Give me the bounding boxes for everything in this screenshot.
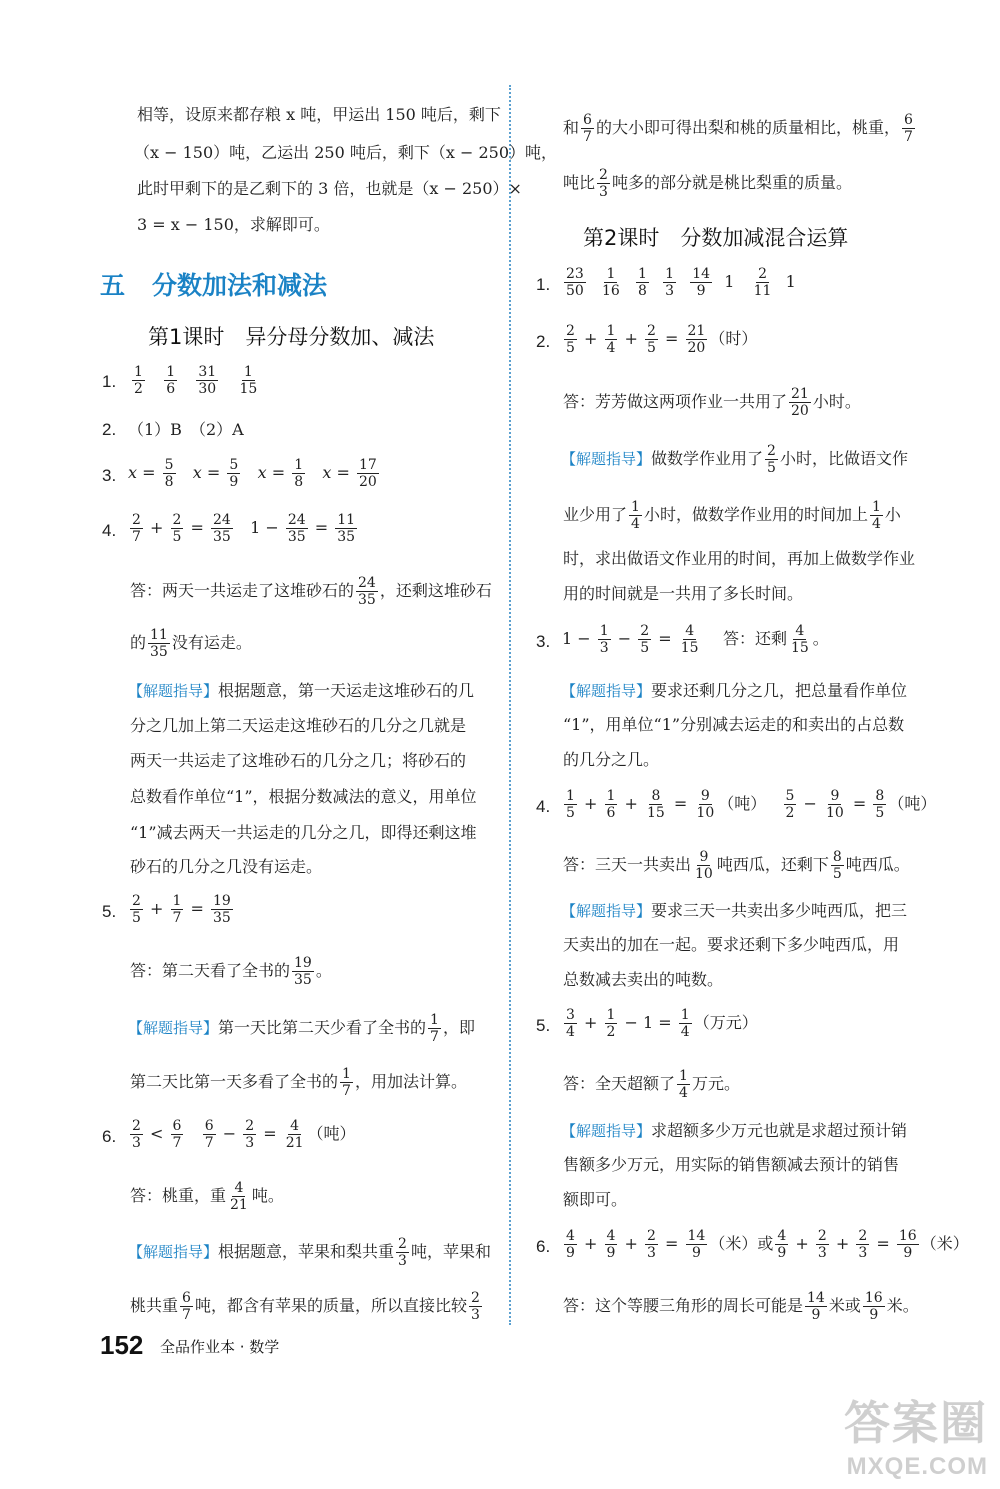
text-line: 相等，设原来都存粮 x 吨，甲运出 150 吨后，剩下	[137, 105, 501, 124]
lesson-title: 第2课时 分数加减混合运算	[583, 226, 849, 250]
q4-hint-line1: 【解题指导】根据题意，第一天运走这堆砂石的几	[128, 681, 475, 700]
q2-answer: 答：芳芳做这两项作业一共用了 $\frac{21}{20}$ 小时。	[563, 386, 861, 419]
text-line: 3 = x − 150，求解即可。	[137, 215, 330, 234]
text-line: 砂石的几分之几没有运走。	[130, 857, 323, 876]
lesson-title: 第1课时 异分母分数加、减法	[148, 325, 435, 349]
watermark-logo-text: 答案圈	[844, 1397, 988, 1449]
chapter-number: 五	[100, 272, 126, 300]
q2-equation: $\frac{2}{5}$ + $\frac{1}{4}$ + $\frac{2}{5}$ = $\frac{21}{20}$ （时）	[566, 323, 758, 356]
text-line: 的几分之几。	[563, 750, 660, 769]
q6-answer: 答：桃重，重 $\frac{4}{21}$ 吨。	[130, 1180, 284, 1213]
q6-hint-line2: 桃共重 $\frac{6}{7}$ 吨，都含有苹果的质量，所以直接比较 $\frac{2}{3}$	[130, 1290, 480, 1323]
q2-answer: （1）B （2）A	[128, 420, 244, 439]
q2-hint-line1: 【解题指导】做数学作业用了 $\frac{2}{5}$ 小时，比做语文作	[561, 443, 908, 476]
q5-hint-line2: 第二天比第一天多看了全书的 $\frac{1}{7}$ ，用加法计算。	[130, 1066, 467, 1099]
q5-equation: $\frac{2}{5}$ + $\frac{1}{7}$ = $\frac{19}{35}$	[132, 893, 231, 926]
watermark	[844, 1387, 988, 1481]
q4-answer-line1: 答：两天一共运走了这堆砂石的 $\frac{24}{35}$ ，还剩这堆砂石	[130, 575, 492, 608]
q5-answer: 答：全天超额了 $\frac{1}{4}$ 万元。	[563, 1068, 740, 1101]
q5-equation: $\frac{3}{4}$ + $\frac{1}{2}$ − 1 = $\frac{1}{4}$ （万元）	[566, 1007, 758, 1040]
text-line: 此时甲剩下的是乙剩下的 3 倍，也就是（x − 250）×	[137, 179, 522, 198]
text-line: 时，求出做语文作业用的时间，再加上做数学作业	[563, 549, 916, 568]
text-line: 总数看作单位“1”，根据分数减法的意义，用单位	[130, 787, 477, 806]
q6-equation: $\frac{4}{9}$ + $\frac{4}{9}$ + $\frac{2}{3}$ = $\frac{14}{9}$ （米）或 $\frac{4}{9}$ + $\frac{2}{3}$ + $\frac{2}{3}$ = $\frac{16}{9}$ （米）	[566, 1228, 969, 1261]
q4-answer-line2: 的 $\frac{11}{35}$ 没有运走。	[130, 627, 252, 660]
text-line: 售额多少万元，用实际的销售额减去预计的销售	[563, 1155, 900, 1174]
watermark-url: MXQE.COM	[846, 1453, 988, 1480]
q5-hint-line1: 【解题指导】求超额多少万元也就是求超过预计销	[561, 1121, 908, 1140]
cont-line1: 和 $\frac{6}{7}$ 的大小即可得出梨和桃的质量相比，桃重， $\frac{6}{7}$	[563, 112, 913, 145]
q3-hint-line1: 【解题指导】要求还剩几分之几，把总量看作单位	[561, 681, 908, 700]
q6-hint-line1: 【解题指导】根据题意，苹果和梨共重 $\frac{2}{3}$ 吨，苹果和	[128, 1236, 491, 1269]
q2-hint-line2: 业少用了 $\frac{1}{4}$ 小时，做数学作业用的时间加上 $\frac{1}{4}$ 小	[563, 499, 901, 532]
q3-answers: x = $\frac{5}{8}$ x = $\frac{5}{9}$ x = $\frac{1}{8}$ x = $\frac{17}{20}$	[128, 457, 377, 490]
q6-equation: $\frac{2}{3}$ < $\frac{6}{7}$ $\frac{6}{7}$ − $\frac{2}{3}$ = $\frac{4}{21}$ （吨）	[132, 1118, 356, 1151]
q3-equation: 1 − $\frac{1}{3}$ − $\frac{2}{5}$ = $\frac{4}{15}$ 答：还剩 $\frac{4}{15}$ 。	[562, 623, 829, 656]
text-line: 两天一共运走了这堆砂石的几分之几；将砂石的	[130, 751, 467, 770]
q4-equation: $\frac{1}{5}$ + $\frac{1}{6}$ + $\frac{8}{15}$ = $\frac{9}{10}$ （吨） $\frac{5}{2}$ − $\frac{9}{10}$ = $\frac{8}{5}$ （吨）	[566, 788, 937, 821]
q5-hint-line1: 【解题指导】第一天比第二天少看了全书的 $\frac{1}{7}$ ，即	[128, 1012, 475, 1045]
text-line: 总数减去卖出的吨数。	[563, 970, 724, 989]
q1-answers: $\frac{1}{2}$ $\frac{1}{6}$ $\frac{31}{30}$ $\frac{1}{15}$	[134, 364, 258, 397]
q5-answer: 答：第二天看了全书的 $\frac{19}{35}$ 。	[130, 955, 332, 988]
text-line: “1”减去两天一共运走的几分之几，即得还剩这堆	[130, 823, 477, 842]
text-line: 分之几加上第二天运走这堆砂石的几分之几就是	[130, 716, 467, 735]
cont-line2: 吨比 $\frac{2}{3}$ 吨多的部分就是桃比梨重的质量。	[563, 167, 852, 200]
q6-answer: 答：这个等腰三角形的周长可能是 $\frac{14}{9}$ 米或 $\frac{16}{9}$ 米。	[563, 1290, 919, 1323]
q1-answers: $\frac{23}{50}$ $\frac{1}{16}$ $\frac{1}{8}$ $\frac{1}{3}$ $\frac{14}{9}$ 1 $\frac{2}{11}$ 1	[566, 266, 796, 299]
chapter-title: 分数加法和减法	[152, 272, 328, 300]
book-title: 全品作业本 · 数学	[160, 1338, 280, 1356]
text-line: “1”，用单位“1”分别减去运走的和卖出的占总数	[563, 715, 905, 734]
text-line: 天卖出的加在一起。要求还剩下多少吨西瓜，用	[563, 935, 900, 954]
text-line: （x − 150）吨，乙运出 250 吨后，剩下（x − 250）吨，	[134, 143, 557, 162]
column-divider	[509, 85, 511, 1325]
q4-answer: 答：三天一共卖出 $\frac{9}{10}$ 吨西瓜，还剩下 $\frac{8}{5}$ 吨西瓜。	[563, 849, 910, 882]
page-number: 152	[100, 1330, 144, 1360]
q4-hint-line1: 【解题指导】要求三天一共卖出多少吨西瓜，把三	[561, 901, 908, 920]
text-line: 用的时间就是一共用了多长时间。	[563, 584, 804, 603]
q4-equation: $\frac{2}{7}$ + $\frac{2}{5}$ = $\frac{24}{35}$ 1 − $\frac{24}{35}$ = $\frac{11}{35}$	[132, 512, 356, 545]
text-line: 额即可。	[563, 1190, 628, 1209]
